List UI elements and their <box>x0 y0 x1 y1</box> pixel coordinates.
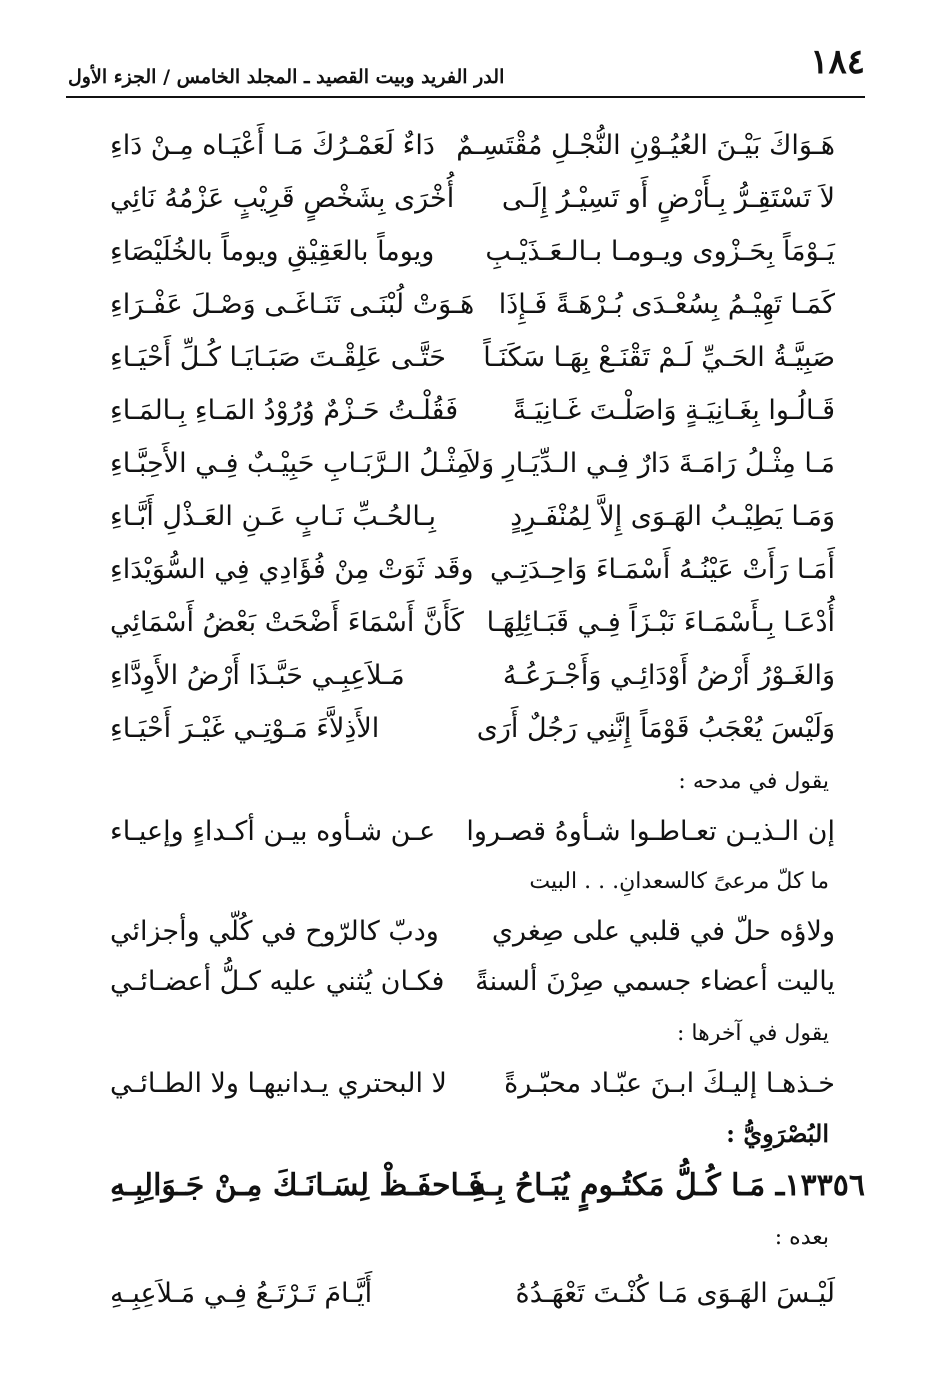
verse-line <box>0 332 945 384</box>
verse-first-hemistich: لاَ تَسْتَقِـرُّ بِـأَرْضٍ أَو تَسِيْـرُ إِلَـى <box>501 183 835 214</box>
verse-first-hemistich: كَمَـا تَهِيْـمُ بِسُعْـدَى بُـرْهَـةً فَـإِذَا <box>498 289 835 320</box>
verse-first-hemistich: ياليت أعضاء جسمي صِرْنَ ألسنةً <box>475 966 835 997</box>
verse-line <box>0 544 945 596</box>
verse-second-hemistich: لا البحتري يـدانيهـا ولا الطـائـي <box>110 1068 447 1099</box>
verse-second-hemistich: مِثْـلُ الـرَّبَـابِ حَبِيْـبٌ فِـي الأَحِبَّـاءِ <box>110 448 471 479</box>
verse-line <box>0 956 945 1008</box>
verse-first-hemistich: وَلَيْسَ يُعْجَبُ قَوْمَاً إِنَّنِي رَجُلٌ أَرَى <box>476 713 835 744</box>
verse-line <box>0 703 945 755</box>
verse-first-hemistich: يَـوْمَاً بِحَـزْوى ويـومـا بـالـعَـذَيْـبِ <box>485 236 835 267</box>
verse-first-hemistich: مَـا مِثْـلُ رَامَـةَ دَارٌ فِـي الـدِّيَـارِ وَلاَ <box>465 448 835 479</box>
verse-first-hemistich: أَمَـا رَأَتْ عَيْنُـهُ أَسْمَـاءَ وَاحِـدَتِـي <box>490 554 835 585</box>
verse-first-hemistich: وَمَـا يَطِيْـبُ الهَـوَى إِلاَّ لِمُنْفَـرِدٍ <box>510 501 835 532</box>
verse-first-hemistich: قَـالُـوا بِغَـانِيَـةٍ وَاصَلْـتَ غَـانِيَـةً <box>512 395 835 426</box>
prose-line: ما كلّ مرعىً كالسعدانِ. . . البيت <box>529 869 829 894</box>
verse-line <box>0 491 945 543</box>
verse-second-hemistich: ويوماً بالعَقِيْقِ ويوماً بالخُلَيْصَاءِ <box>110 236 435 267</box>
verse-line <box>0 1058 945 1110</box>
verse-line <box>0 1268 945 1320</box>
verse-second-hemistich: فَـاحفَـظْ لِسَـانَـكَ مِـنْ جَـوَالِبِـهِ <box>110 1168 483 1203</box>
verse-first-hemistich: خـذهـا إليـكَ ابـنَ عبّـاد محبّـرةً <box>504 1068 835 1099</box>
verse-first-hemistich: ١٣٣٥٦ـ مَـا كُـلُّ مَكتُـومٍ يُبَـاحُ بِـهِ <box>471 1168 865 1203</box>
verse-line <box>0 279 945 331</box>
verse-second-hemistich: دَاءٌ لَعَمْـرُكَ مَـا أَعْيَـاه مِـنْ دَاءِ <box>110 130 435 161</box>
verse-line <box>0 906 945 958</box>
verse-first-hemistich: ولاؤه حلّ في قلبي على صِغري <box>491 916 835 947</box>
poet-name: البُصْرَوِيُّ : <box>726 1119 829 1148</box>
verse-second-hemistich: بِـالحُـبِّ نَـابٍ عَـنِ العَـذْلِ أَبَّـاءِ <box>110 501 437 532</box>
verse-second-hemistich: ودبّ كالرّوح في كُلّي وأجزائي <box>110 916 439 947</box>
verse-second-hemistich: مَـلاَعِبِـي حَبَّـذَا أَرْضُ الأَوِدَّاءِ <box>110 660 405 691</box>
prose-line: بعده : <box>774 1225 829 1250</box>
verse-first-hemistich: لَيْـسَ الهَـوَى مَـا كُنْـتَ تَعْهَـدُهُ <box>515 1278 835 1309</box>
prose-line: يقول في مدحه : <box>678 769 829 794</box>
verse-line <box>0 806 945 858</box>
verse-line <box>0 226 945 278</box>
verse-first-hemistich: صَبِيَّـةُ الحَـيِّ لَـمْ تَقْنَـعْ بِهَـا سَكَنَـاً <box>483 342 835 373</box>
running-title: الدر الفريد وبيت القصيد ـ المجلد الخامس / الجزء الأول <box>68 66 505 88</box>
verse-line <box>0 173 945 225</box>
prose-line: يقول في آخرها : <box>676 1021 829 1046</box>
verse-line <box>0 120 945 172</box>
main-verse <box>0 1160 945 1212</box>
verse-second-hemistich: فَقُلْـتُ حَـزْمٌ وُرُوْدُ المَـاءِ بِـالمَـاءِ <box>110 395 459 426</box>
verse-second-hemistich: وقَد ثَوَتْ مِنْ فُؤَادِي فِي السُّوَيْدَاءِ <box>110 554 474 585</box>
verse-line <box>0 597 945 649</box>
verse-line <box>0 650 945 702</box>
verse-first-hemistich: أُدْعَـا بِـأَسْمَـاءَ نَبْـزَاً فِـي قَبَـائِلِهَـا <box>486 607 835 638</box>
page-number: ١٨٤ <box>810 42 865 82</box>
verse-second-hemistich: أَيَّـامَ تَـرْتَـعُ فِـي مَـلاَعِبِـهِ <box>110 1278 373 1309</box>
verse-first-hemistich: هَـوَاكَ بَيْـنَ العُيُـوْنِ النُّجْـلِ مُقْتَسِـمٌ <box>456 130 835 161</box>
verse-second-hemistich: حَتَّـى عَلِقْـتَ صَبَـايَـا كُـلِّ أَحْيَـاءِ <box>110 342 446 373</box>
verse-first-hemistich: إن الـذيـن تعـاطـوا شـأوهُ قصـروا <box>466 816 835 847</box>
verse-line <box>0 385 945 437</box>
verse-first-hemistich: وَالغَـوْرُ أَرْضُ أَوْدَائِـي وَأَجْـرَعُـهُ <box>502 660 835 691</box>
verse-second-hemistich: عـن شـأوه بيـن أكـداءٍ وإعيـاء <box>110 816 436 847</box>
page-header <box>68 40 865 90</box>
verse-second-hemistich: أُخْرَى بِشَخْصٍ قَرِيْبٍ عَزْمُهُ نَائِي <box>110 183 455 214</box>
verse-second-hemistich: كَأَنَّ أَسْمَاءَ أَضْحَتْ بَعْضُ أَسْمَائِي <box>110 607 464 638</box>
verse-line <box>0 438 945 490</box>
verse-second-hemistich: هَـوَتْ لُبْنَـى تَنَـاغَـى وَصْـلَ عَفْـرَاءِ <box>110 289 475 320</box>
verse-second-hemistich: فكـان يُثني عليه كـلُّ أعضـائـي <box>110 966 445 997</box>
header-divider <box>66 96 865 98</box>
verse-second-hemistich: الأَذِلاَّءَ مَـوْتِـي غَيْـرَ أَحْيَـاءِ <box>110 713 380 744</box>
